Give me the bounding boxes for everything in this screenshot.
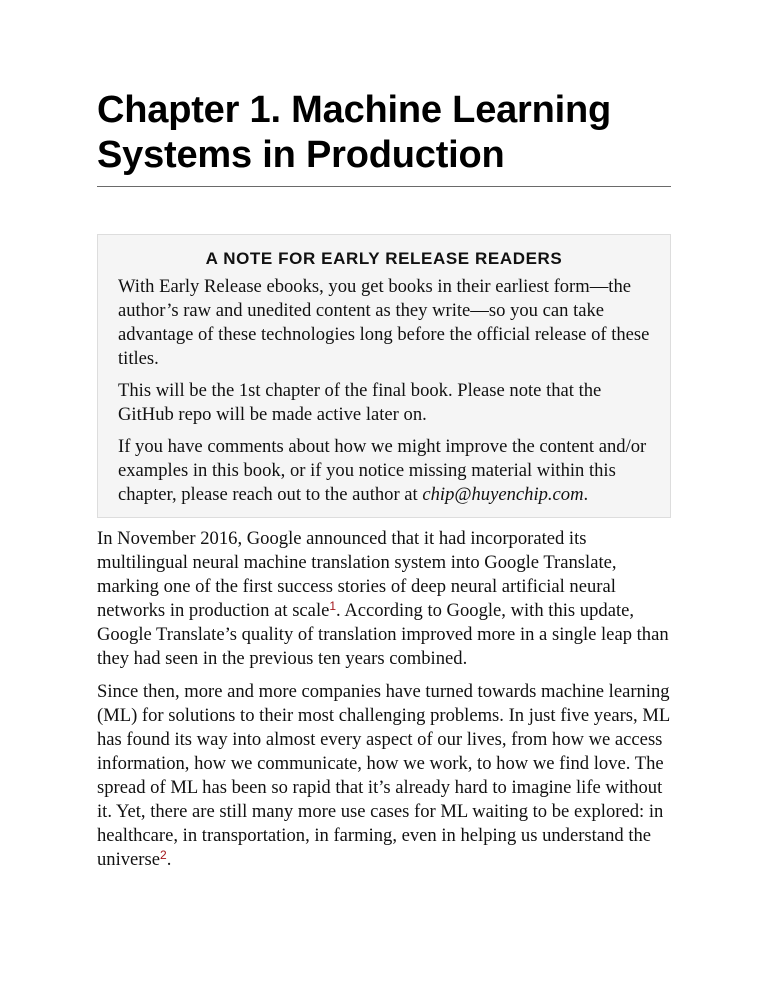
note-contact-text: If you have comments about how we might improve the content and/or examples in this book, or if you notice missing material within this chapter, please reach out to the author at	[118, 436, 647, 505]
note-heading: A NOTE FOR EARLY RELEASE READERS	[205, 249, 563, 268]
document-page	[97, 88, 671, 881]
paragraph-text: Since then, more and more companies have turned towards machine learning (ML) for solutions to their most challenging problems. In just five years, ML has found its way into almost every aspect of our lives, from how we access information, how we communicate, how we work, to how we find love. The spread of ML has been so rapid that it’s already hard to imagine life without it. Yet, there are still many more use cases for ML waiting to be explored: in healthcare, in transportation, in farming, even in helping us understand the universe	[97, 681, 670, 870]
note-contact-paragraph	[118, 435, 650, 507]
footnote-link-2[interactable]: 2	[160, 847, 167, 862]
footnote-ref	[160, 848, 167, 862]
chapter-title: Chapter 1. Machine Learning Systems in Production	[97, 88, 671, 187]
note-paragraph: With Early Release ebooks, you get books in their earliest form—the author’s raw and unedited content as they write—so you can take advantage of these technologies long before the official release of these titles.	[118, 276, 650, 369]
chapter-body	[97, 527, 671, 872]
paragraph-text: .	[166, 849, 172, 870]
paragraph-text: In November 2016, Google announced that it had incorporated its multilingual neural machine translation system into Google Translate, marking one of the first success stories of deep neural artificial neural networks in production at scale	[97, 528, 617, 621]
body-paragraph	[97, 680, 671, 872]
footnote-ref	[329, 599, 336, 613]
author-email: chip@huyenchip.com	[422, 484, 584, 505]
note-contact-end: .	[583, 484, 589, 505]
body-paragraph	[97, 527, 671, 671]
paragraph-text: . According to Google, with this update, Google Translate’s quality of translation improved more in a single leap than they had seen in the previous ten years combined.	[97, 600, 669, 669]
note-paragraph: This will be the 1st chapter of the final book. Please note that the GitHub repo will be made active later on.	[118, 380, 602, 425]
footnote-link-1[interactable]: 1	[329, 598, 337, 613]
early-release-note	[97, 234, 671, 518]
